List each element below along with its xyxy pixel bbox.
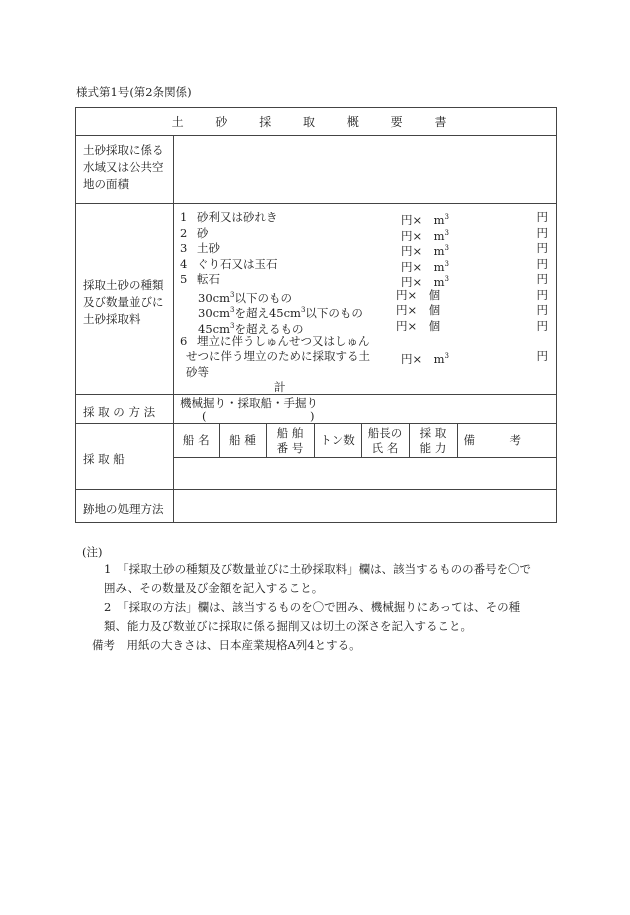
ship-cell-tonnage[interactable] <box>314 458 361 459</box>
item-6-line2: せつに伴う埋立のために採取する土 <box>186 349 370 363</box>
item-3-unit: 円× $m^3$ <box>401 243 450 258</box>
item-6-yen: 円 <box>536 349 549 363</box>
ship-header-captain: 船長の 氏 名 <box>361 424 409 458</box>
ship-cell-remarks[interactable] <box>457 458 556 459</box>
item-4-num: 4 <box>180 257 188 271</box>
item-5-text: 転石 <box>197 272 220 286</box>
remark: 備考 用紙の大きさは、日本産業規格A列4とする。 <box>92 638 361 652</box>
item-6-line1: 埋立に伴うしゅんせつ又はしゅん <box>197 334 370 348</box>
ship-cell-captain[interactable] <box>361 458 409 459</box>
item-3-text: 土砂 <box>197 241 220 255</box>
item-2-text: 砂 <box>197 226 209 240</box>
note-2-line1: 2 「採取の方法」欄は、該当するものを〇で囲み、機械掘りにあっては、その種 <box>104 600 521 614</box>
item-2-unit: 円× $m^3$ <box>401 228 450 243</box>
sub-item-3-unit: 円× 個 <box>396 319 441 333</box>
sub-item-1-yen: 円 <box>536 288 549 302</box>
item-4-unit: 円× $m^3$ <box>401 259 450 274</box>
sub-item-2-text: $30cm^3$を超え$45cm^3$以下のもの <box>198 305 363 320</box>
ship-cell-type[interactable] <box>219 458 266 459</box>
form-number-label: 様式第1号(第2条関係) <box>76 85 192 99</box>
notes-heading: (注) <box>82 545 103 559</box>
sub-item-1-text: $30cm^3$以下のもの <box>198 290 292 305</box>
note-2-line2: 類、能力及び数並びに採取に係る掘削又は切土の深さを記入すること。 <box>104 619 472 633</box>
item-6-num: 6 <box>180 334 188 348</box>
ship-header-name: 船 名 <box>174 424 219 458</box>
item-6-line3: 砂等 <box>186 365 209 379</box>
note-1-line2: 囲み、その数量及び金額を記入すること。 <box>104 581 324 595</box>
method-value-cell[interactable] <box>174 395 557 424</box>
item-4-text: ぐり石又は玉石 <box>197 257 278 271</box>
form-title: 土 砂 採 取 概 要 書 <box>76 108 557 136</box>
total-label: 計 <box>274 380 286 394</box>
sub-item-3-text: $45cm^3$を超えるもの <box>198 321 304 336</box>
item-5-num: 5 <box>180 272 188 286</box>
ship-cell-name[interactable] <box>174 458 219 459</box>
note-1-line1: 1 「採取土砂の種類及び数量並びに土砂採取料」欄は、該当するものの番号を〇で <box>104 562 532 576</box>
trace-label: 跡地の処理方法 <box>76 490 174 523</box>
area-value-cell[interactable] <box>174 136 557 204</box>
ship-header-capacity: 採 取 能 力 <box>409 424 457 458</box>
item-1-unit: 円× $m^3$ <box>401 212 450 227</box>
area-label: 土砂採取に係る水域又は公共空地の面積 <box>76 136 174 204</box>
item-3-num: 3 <box>180 241 188 255</box>
sub-item-3-yen: 円 <box>536 319 549 333</box>
ship-header-tonnage: トン数 <box>314 424 361 458</box>
ship-label: 採 取 船 <box>76 424 174 490</box>
item-2-yen: 円 <box>536 226 549 240</box>
ship-header-type: 船 種 <box>219 424 266 458</box>
kinds-value-cell[interactable] <box>174 204 557 395</box>
summary-form-table <box>75 107 557 523</box>
ship-header-remarks: 備 考 <box>457 424 556 458</box>
ship-table <box>174 424 556 458</box>
item-6-unit: 円× $m^3$ <box>401 351 450 366</box>
method-options: 機械掘り・採取船・手掘り <box>180 396 318 410</box>
sub-item-2-yen: 円 <box>536 303 549 317</box>
item-3-yen: 円 <box>536 241 549 255</box>
item-2-num: 2 <box>180 226 188 240</box>
ship-header-number: 船 舶 番 号 <box>266 424 314 458</box>
item-1-num: 1 <box>180 210 188 224</box>
ship-cell-capacity[interactable] <box>409 458 457 459</box>
ship-table-cell <box>174 424 557 490</box>
item-1-yen: 円 <box>536 210 549 224</box>
ship-cell-number[interactable] <box>266 458 314 459</box>
item-1-text: 砂利又は砂れき <box>197 210 278 224</box>
kinds-label: 採取土砂の種類及び数量並びに土砂採取料 <box>76 204 174 395</box>
item-4-yen: 円 <box>536 257 549 271</box>
item-5-yen: 円 <box>536 272 549 286</box>
sub-item-2-unit: 円× 個 <box>396 303 441 317</box>
method-label: 採 取 の 方 法 <box>76 395 174 424</box>
sub-item-1-unit: 円× 個 <box>396 288 441 302</box>
method-parenthesis: ( ) <box>202 409 315 423</box>
trace-value-cell[interactable] <box>174 490 557 523</box>
item-5-unit: 円× $m^3$ <box>401 274 450 289</box>
